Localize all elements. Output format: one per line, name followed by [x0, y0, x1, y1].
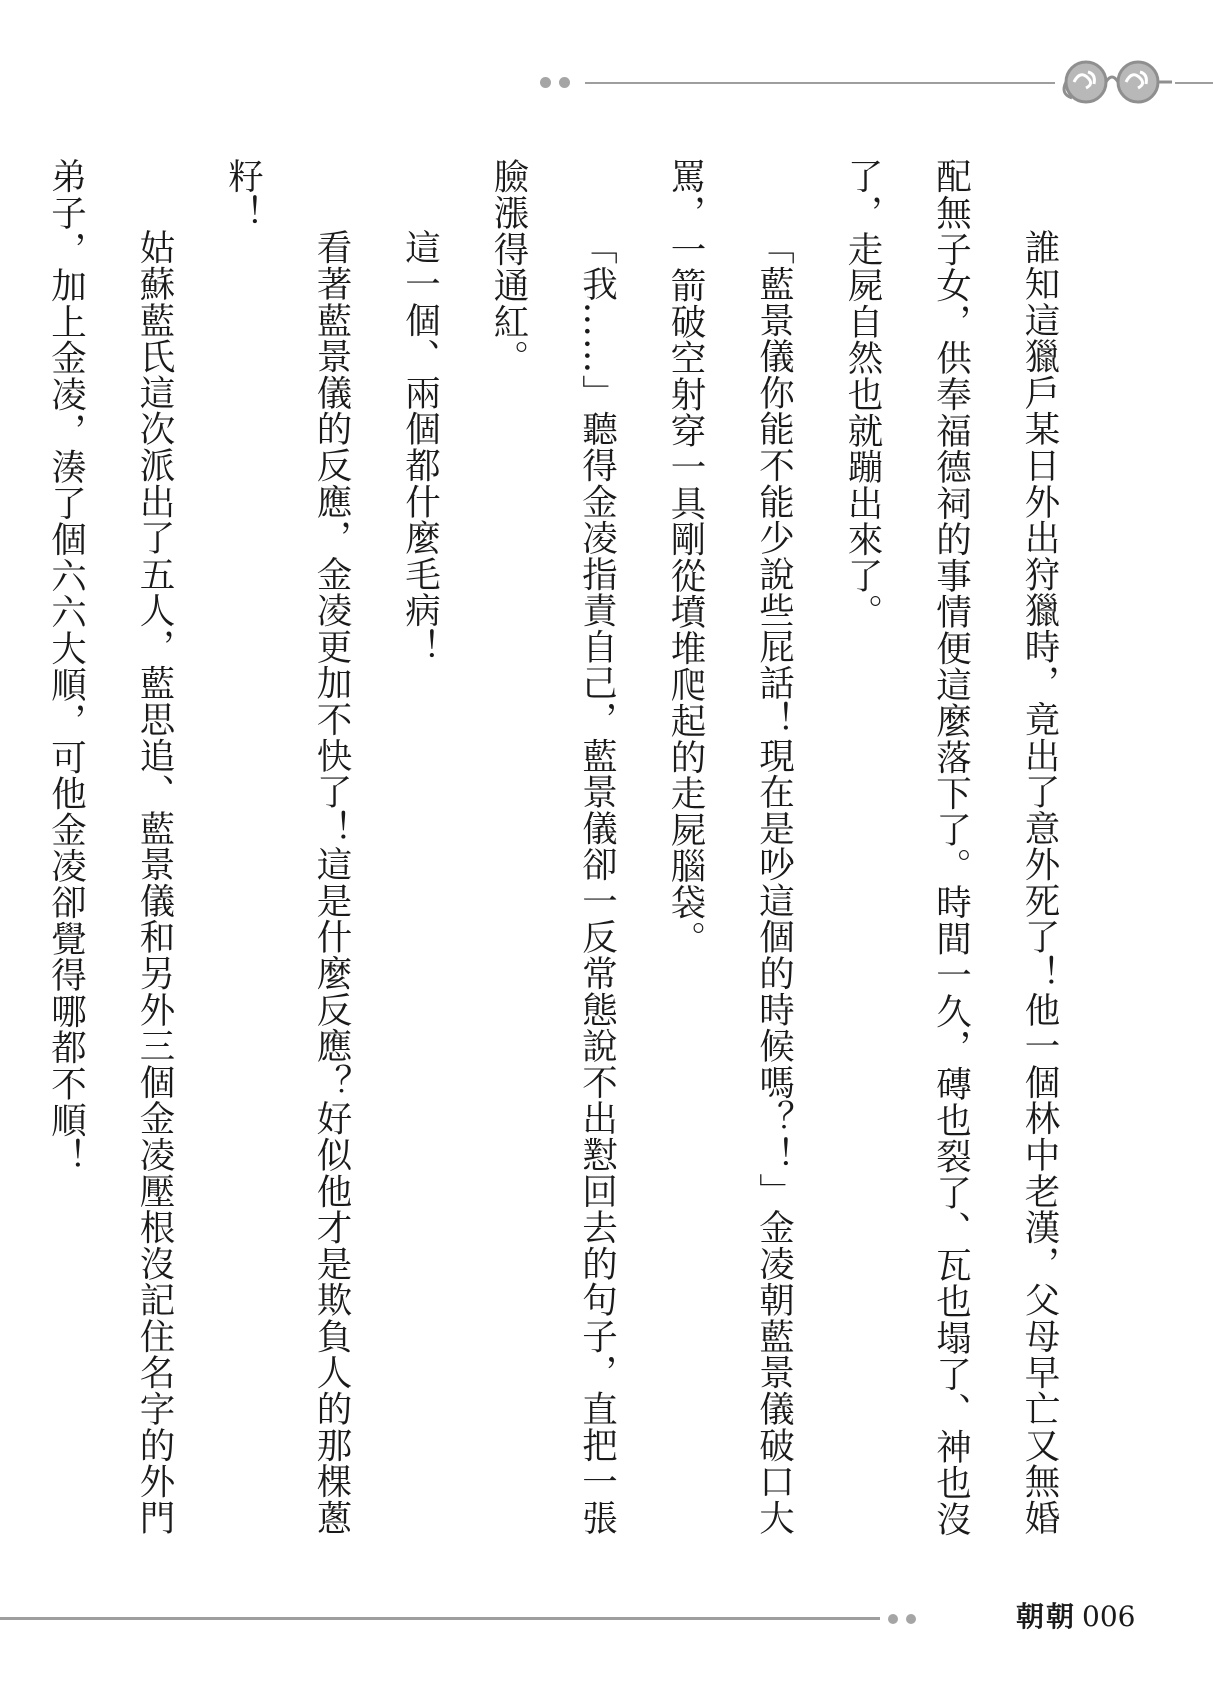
- header-dot: [559, 77, 570, 88]
- paragraph: [0, 158, 21, 1558]
- header-rule-tail: [1175, 82, 1213, 84]
- paragraph: 姑蘇藍氏這次派出了五人，藍思追、藍景儀和另外三個金凌壓根沒記住名字的外門弟子，加上金凌，湊了個六六大順，可他金凌卻覺得哪都不順！: [45, 158, 175, 1536]
- paragraph: 看著藍景儀的反應，金凌更加不快了！這是什麼反應？好似他才是欺負人的那棵蔥籽！: [222, 158, 352, 1536]
- book-title: 朝朝: [1016, 1600, 1077, 1633]
- footer-rule: [0, 1617, 880, 1620]
- paragraph: 「我……」聽得金凌指責自己，藍景儀卻一反常態說不出懟回去的句子，直把一張臉漲得通紅。: [488, 158, 618, 1536]
- header-dots: [540, 77, 570, 88]
- footer-dot: [888, 1614, 898, 1624]
- footer-dot: [906, 1614, 916, 1624]
- paragraph: 誰知這獵戶某日外出狩獵時，竟出了意外死了！他一個林中老漢，父母早亡又無婚配無子女，供奉福德祠的事情便這麼落下了。時間一久，磚也裂了、瓦也塌了、神也沒了，走屍自然也就蹦出來了。: [842, 158, 1060, 1538]
- footer-label: [1016, 1595, 1135, 1635]
- footer-dots: [888, 1614, 916, 1624]
- header-rule: [585, 82, 1055, 84]
- paragraph: 「藍景儀你能不能少說些屁話！現在是吵這個的時候嗎？！」金凌朝藍景儀破口大罵，一箭破空射穿一具剛從墳堆爬起的走屍腦袋。: [665, 158, 795, 1536]
- cloud-ornament-icon: [1058, 52, 1178, 112]
- paragraph: 這一個、兩個都什麼毛病！: [399, 229, 441, 665]
- header-dot: [540, 77, 551, 88]
- page-number: 006: [1082, 1600, 1136, 1633]
- novel-text-body: [0, 158, 1083, 1558]
